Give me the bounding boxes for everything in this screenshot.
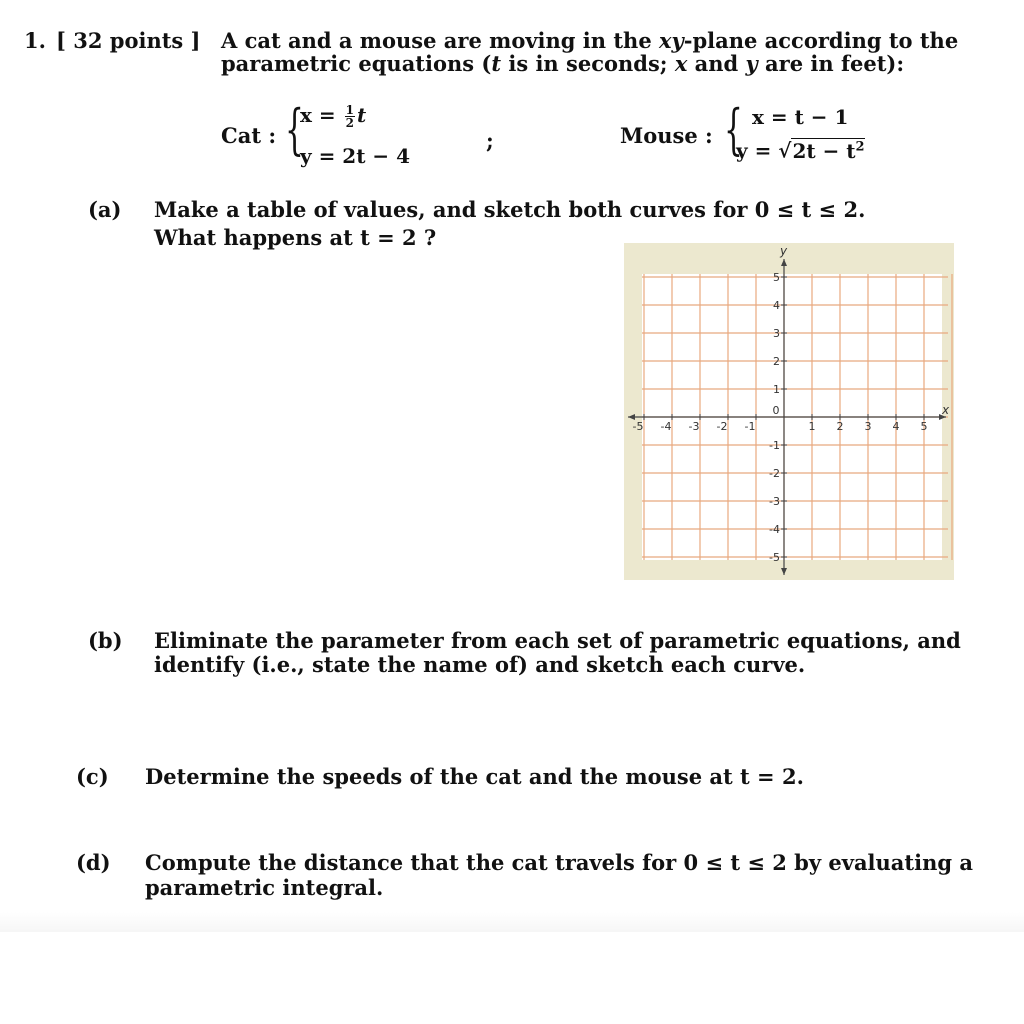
page-bottom-shade [0, 912, 1024, 932]
y-tick-label: 2 [773, 355, 780, 368]
part-a-line-2: What happens at t = 2 ? [154, 225, 437, 250]
cat-x-equation: x = $\frac{1}{2}$ t [300, 103, 367, 130]
y-axis-arrow-up [781, 259, 787, 266]
mouse-label: Mouse : [620, 123, 713, 148]
coordinate-grid [624, 243, 954, 580]
mouse-brace: { [724, 98, 743, 161]
y-axis-label: y [780, 244, 788, 258]
y-tick-label: 1 [773, 383, 780, 396]
x-tick-label: 4 [892, 420, 900, 433]
y-tick-label: 3 [773, 327, 780, 340]
problem-intro-line-2: parametric equations (t is in seconds; x and y are in feet): [221, 51, 905, 76]
part-d-line-1: Compute the distance that the cat travels for 0 ≤ t ≤ 2 by evaluating a [145, 850, 973, 875]
equation-separator: ; [486, 128, 494, 153]
coordinate-grid-panel [624, 243, 954, 580]
y-tick-label: -2 [769, 467, 780, 480]
part-b-label: (b) [88, 628, 123, 653]
x-tick-label: -5 [632, 420, 644, 433]
cat-brace: { [285, 98, 304, 161]
y-tick-label: -4 [769, 523, 780, 536]
y-tick-label: 5 [773, 271, 780, 284]
part-b-line-2: identify (i.e., state the name of) and sketch each curve. [154, 652, 806, 677]
cat-label: Cat : [221, 123, 277, 148]
x-tick-label: 3 [864, 420, 872, 433]
x-tick-label: -3 [688, 420, 700, 433]
x-axis-label: x [942, 403, 950, 417]
y-tick-label: -5 [769, 551, 780, 564]
x-tick-label: 5 [920, 420, 928, 433]
part-d-line-2: parametric integral. [145, 875, 384, 900]
x-tick-label: -1 [744, 420, 756, 433]
problem-intro-line-1: A cat and a mouse are moving in the xy-plane according to the [221, 28, 959, 53]
mouse-y-equation: $y = √2t - t^2$ [736, 138, 865, 163]
problem-number: 1. [24, 28, 46, 53]
y-tick-label: 4 [773, 299, 780, 312]
x-tick-label: -4 [660, 420, 672, 433]
part-c-line-1: Determine the speeds of the cat and the mouse at t = 2. [145, 764, 804, 789]
problem-points: [ 32 points ] [56, 28, 201, 53]
mouse-x-equation: x = t − 1 [752, 105, 849, 129]
cat-y-equation: y = 2t − 4 [300, 144, 411, 168]
part-a-line-1: Make a table of values, and sketch both curves for 0 ≤ t ≤ 2. [154, 197, 866, 222]
x-tick-label: 1 [808, 420, 816, 433]
origin-label: 0 [772, 404, 780, 417]
y-axis-arrow-down [781, 568, 787, 575]
x-tick-label: -2 [716, 420, 728, 433]
x-tick-label: 2 [836, 420, 844, 433]
y-tick-label: -3 [769, 495, 780, 508]
part-d-label: (d) [76, 850, 111, 875]
part-c-label: (c) [76, 764, 109, 789]
part-a-label: (a) [88, 197, 122, 222]
part-b-line-1: Eliminate the parameter from each set of parametric equations, and [154, 628, 961, 653]
y-tick-label: -1 [769, 439, 780, 452]
